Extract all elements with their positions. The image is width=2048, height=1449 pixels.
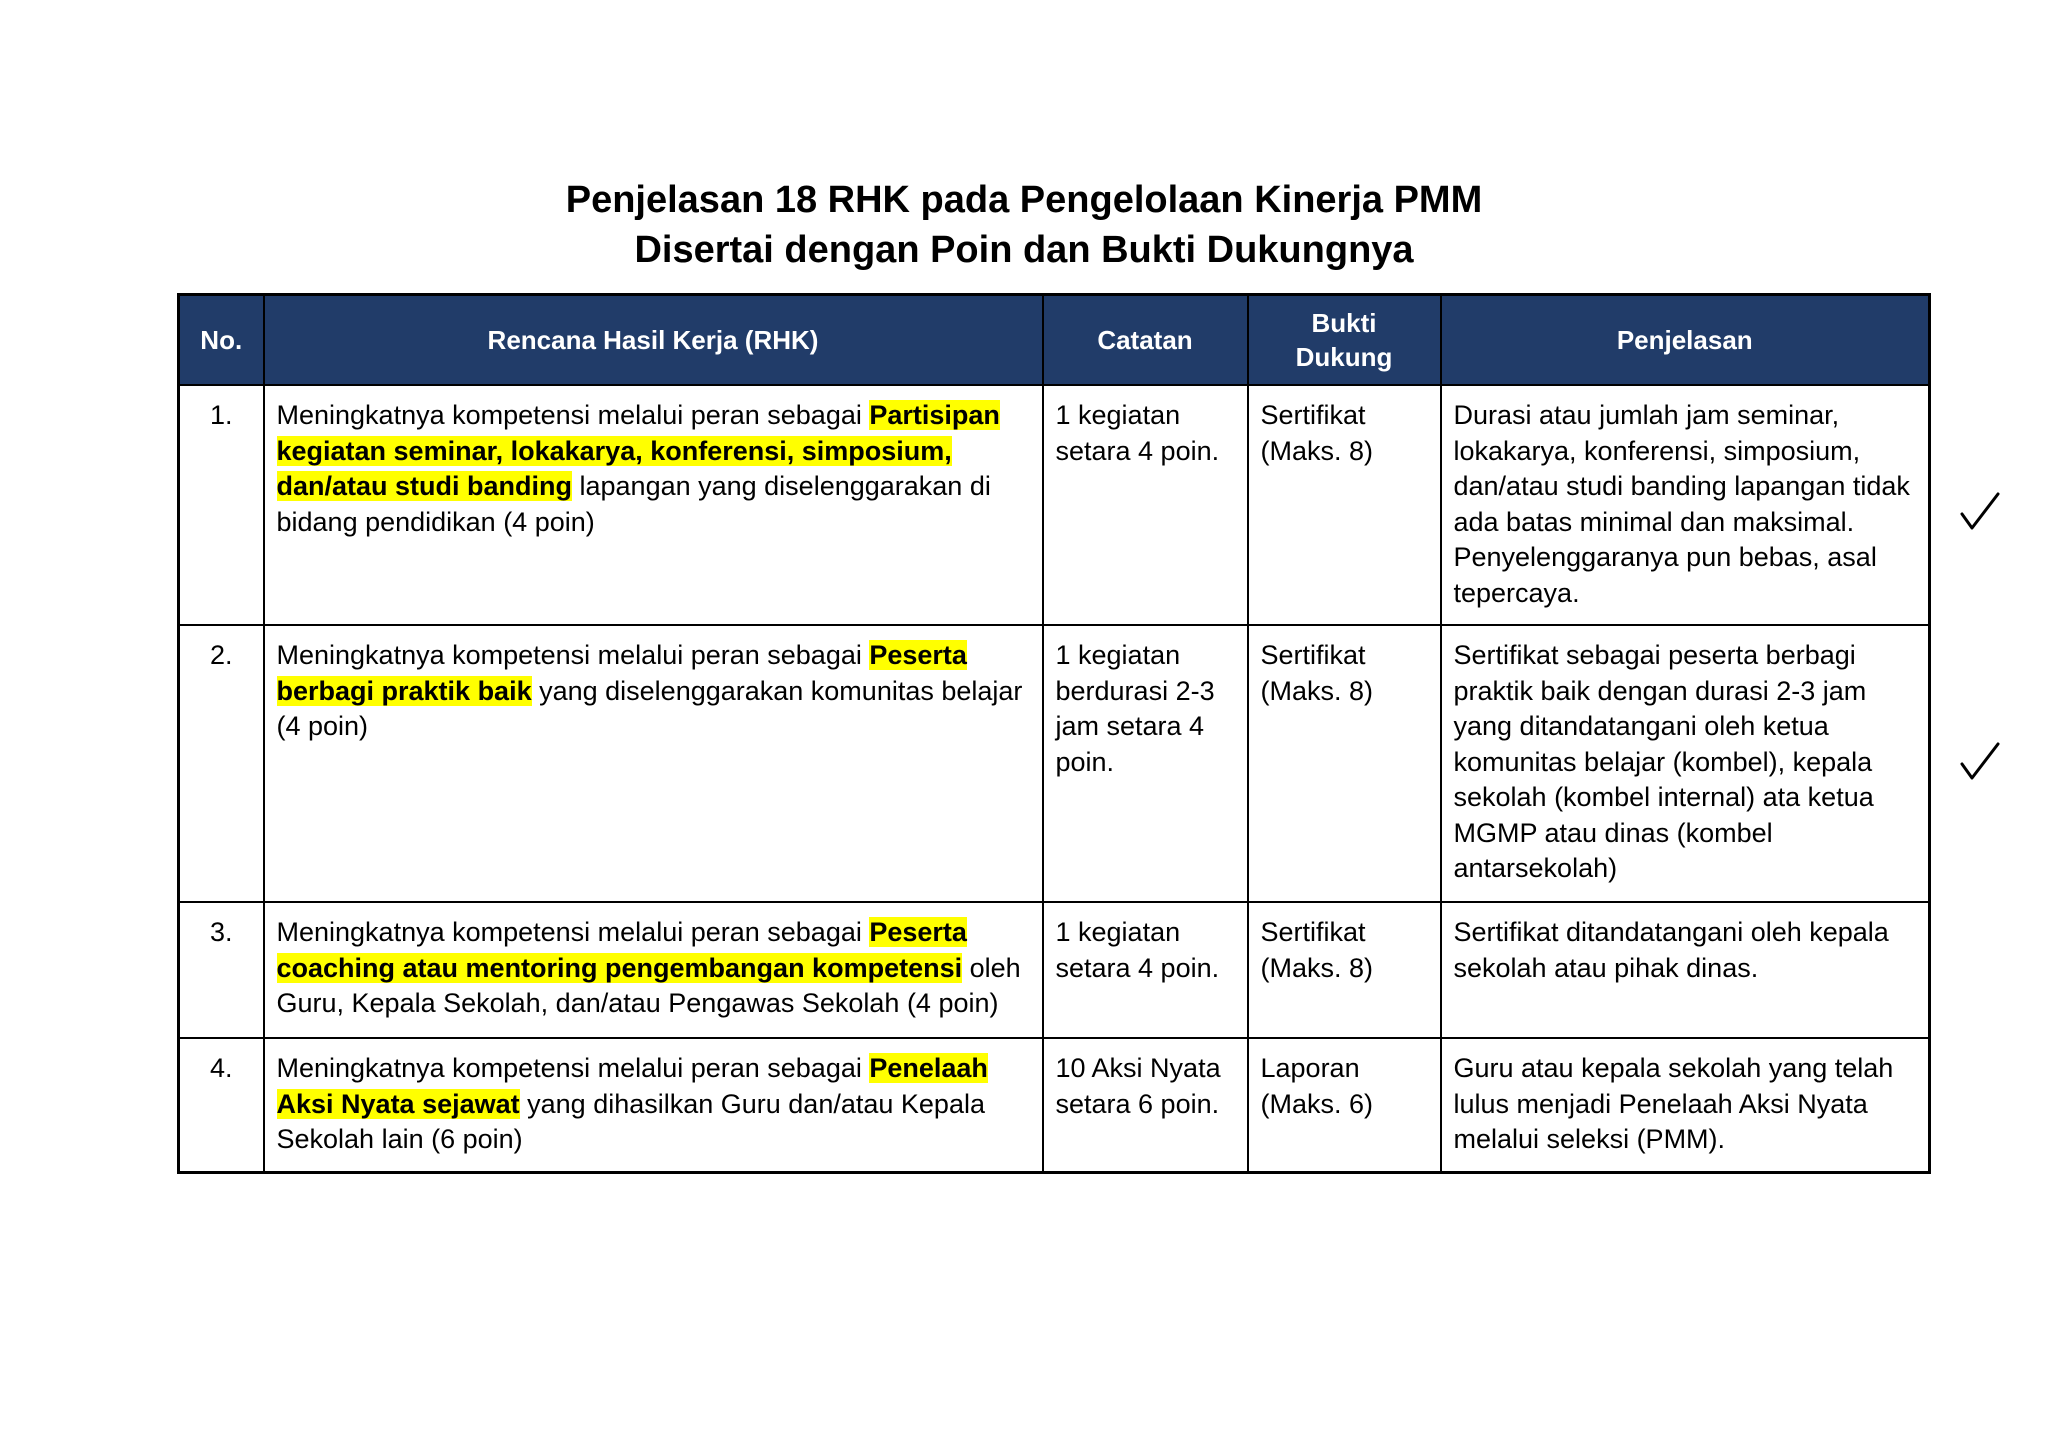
check-mark-icon [1958, 490, 2002, 534]
penjelasan-cell: Sertifikat sebagai peserta berbagi praktik baik dengan durasi 2-3 jam yang ditandatangani oleh ketua komunitas belajar (kombel), kepala sekolah (kombel internal) ata ketua MGMP atau dinas (kombel antarsekolah) [1441, 625, 1930, 902]
catatan-cell: 1 kegiatan setara 4 poin. [1043, 902, 1248, 1038]
check-mark-icon [1958, 740, 2002, 784]
catatan-cell: 1 kegiatan setara 4 poin. [1043, 385, 1248, 625]
bukti-cell: Laporan (Maks. 6) [1248, 1038, 1441, 1173]
header-penjelasan: Penjelasan [1441, 295, 1930, 386]
row-number: 1. [179, 385, 264, 625]
document-subtitle: Disertai dengan Poin dan Bukti Dukungnya [634, 229, 1414, 271]
document-title: Penjelasan 18 RHK pada Pengelolaan Kinerja PMM [565, 179, 1483, 221]
table-header-row [179, 295, 1930, 386]
table-row [179, 902, 1930, 1038]
header-rhk: Rencana Hasil Kerja (RHK) [264, 295, 1043, 386]
rhk-cell [264, 902, 1043, 1038]
penjelasan-cell: Durasi atau jumlah jam seminar, lokakarya, konferensi, simposium, dan/atau studi banding lapangan tidak ada batas minimal dan maksimal. Penyelenggaranya pun bebas, asal tepercaya. [1441, 385, 1930, 625]
rhk-cell [264, 385, 1043, 625]
catatan-cell: 10 Aksi Nyata setara 6 poin. [1043, 1038, 1248, 1173]
rhk-highlight: Peserta berbagi praktik baik [276, 640, 967, 706]
penjelasan-cell: Sertifikat ditandatangani oleh kepala sekolah atau pihak dinas. [1441, 902, 1930, 1038]
header-catatan: Catatan [1043, 295, 1248, 386]
rhk-highlight: Penelaah Aksi Nyata sejawat [276, 1053, 988, 1119]
bukti-cell: Sertifikat (Maks. 8) [1248, 625, 1441, 902]
header-bukti-line1: Bukti [1311, 308, 1377, 338]
rhk-text-after: oleh Guru, Kepala Sekolah, dan/atau Pengawas Sekolah (4 poin) [276, 952, 1021, 1018]
row-number: 3. [179, 902, 264, 1038]
rhk-text: Meningkatnya kompetensi melalui peran sebagai [276, 917, 870, 947]
rhk-highlight: Peserta coaching atau mentoring pengembangan kompetensi [276, 917, 967, 983]
rhk-text: Meningkatnya kompetensi melalui peran sebagai [276, 640, 870, 670]
bukti-cell: Sertifikat (Maks. 8) [1248, 385, 1441, 625]
rhk-text: Meningkatnya kompetensi melalui peran sebagai [276, 400, 870, 430]
catatan-cell: 1 kegiatan berdurasi 2-3 jam setara 4 poin. [1043, 625, 1248, 902]
rhk-text-after: lapangan yang diselenggarakan di bidang pendidikan (4 poin) [276, 471, 991, 537]
row-number: 2. [179, 625, 264, 902]
bukti-cell: Sertifikat (Maks. 8) [1248, 902, 1441, 1038]
table-row [179, 625, 1930, 902]
rhk-text-after: yang diselenggarakan komunitas belajar (4 poin) [276, 675, 1023, 741]
rhk-highlight: Partisipan kegiatan seminar, lokakarya, konferensi, simposium, dan/atau studi banding [276, 400, 1000, 501]
rhk-text: Meningkatnya kompetensi melalui peran sebagai [276, 1053, 870, 1083]
row-number: 4. [179, 1038, 264, 1173]
rhk-cell [264, 1038, 1043, 1173]
penjelasan-cell: Guru atau kepala sekolah yang telah lulus menjadi Penelaah Aksi Nyata melalui seleksi (PMM). [1441, 1038, 1930, 1173]
rhk-text-after: yang dihasilkan Guru dan/atau Kepala Sekolah lain (6 poin) [276, 1088, 985, 1154]
table-row [179, 385, 1930, 625]
header-bukti-line2: Dukung [1295, 342, 1393, 372]
rhk-cell [264, 625, 1043, 902]
header-bukti-dukung [1248, 295, 1441, 386]
table-row [179, 1038, 1930, 1173]
header-no: No. [179, 295, 264, 386]
rhk-table [177, 293, 1931, 1174]
